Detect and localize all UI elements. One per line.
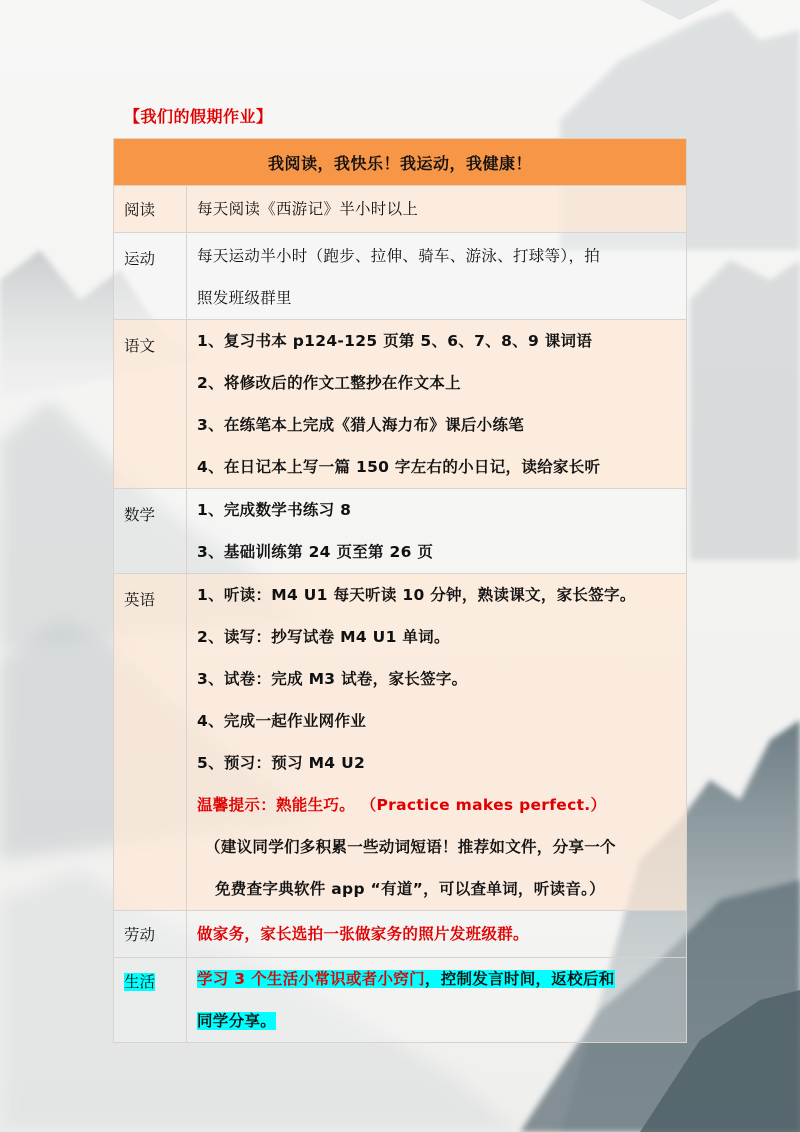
- table-row-chinese: [114, 320, 687, 489]
- english-suggestion-line-2: 免费查字典软件 app “有道”，可以查单词，听读音。）: [215, 880, 605, 898]
- life-rest: ，控制发言时间，返校后和: [424, 970, 615, 988]
- table-row-life: [114, 958, 687, 1043]
- table-row-labor: [114, 911, 687, 958]
- table-row-reading: [114, 186, 687, 233]
- english-item: 4、完成一起作业网作业: [197, 712, 367, 730]
- life-line-2-text: 同学分享。: [197, 1012, 277, 1030]
- english-item: 2、读写：抄写试卷 M4 U1 单词。: [197, 628, 450, 646]
- math-item: 3、基础训练第 24 页至第 26 页: [197, 543, 434, 561]
- row-label-labor: 劳动: [114, 911, 187, 958]
- life-highlight: 学习 3 个生活小常识或者小窍门: [197, 970, 425, 988]
- life-line-1: [197, 958, 678, 1000]
- life-line-2: [197, 1000, 678, 1042]
- homework-table: [113, 138, 687, 1043]
- row-label-reading: 阅读: [114, 186, 187, 233]
- table-row-sports: [114, 233, 687, 320]
- english-item: 3、试卷：完成 M3 试卷，家长签字。: [197, 670, 468, 688]
- chinese-item: 1、复习书本 p124-125 页第 5、6、7、8、9 课词语: [197, 332, 593, 350]
- reading-text: 每天阅读《西游记》半小时以上: [197, 200, 419, 218]
- table-row-english: [114, 574, 687, 911]
- chinese-item: 2、将修改后的作文工整抄在作文本上: [197, 374, 461, 392]
- sports-line-2: 照发班级群里: [197, 289, 292, 307]
- row-label-life: 生活: [124, 973, 156, 991]
- english-item: 5、预习：预习 M4 U2: [197, 754, 366, 772]
- math-item: 1、完成数学书练习 8: [197, 501, 352, 519]
- table-header: 我阅读，我快乐！我运动，我健康！: [114, 139, 687, 186]
- row-label-english: 英语: [114, 574, 187, 911]
- chinese-item: 3、在练笔本上完成《猎人海力布》课后小练笔: [197, 416, 525, 434]
- english-suggestion-line-1: （建议同学们多积累一些动词短语！推荐如文件，分享一个: [205, 838, 616, 856]
- page-heading: 【我们的假期作业】: [124, 107, 273, 126]
- sports-line-1: 每天运动半小时（跑步、拉伸、骑车、游泳、打球等），拍: [197, 247, 601, 265]
- table-header-row: [114, 139, 687, 186]
- row-label-math: 数学: [114, 489, 187, 574]
- english-tip: 温馨提示：熟能生巧。 （Practice makes perfect.）: [197, 796, 607, 814]
- row-label-sports: 运动: [114, 233, 187, 320]
- chinese-item: 4、在日记本上写一篇 150 字左右的小日记，读给家长听: [197, 458, 601, 476]
- table-row-math: [114, 489, 687, 574]
- labor-text: 做家务，家长选拍一张做家务的照片发班级群。: [197, 925, 529, 943]
- row-label-chinese: 语文: [114, 320, 187, 489]
- english-item: 1、听读：M4 U1 每天听读 10 分钟，熟读课文，家长签字。: [197, 586, 636, 604]
